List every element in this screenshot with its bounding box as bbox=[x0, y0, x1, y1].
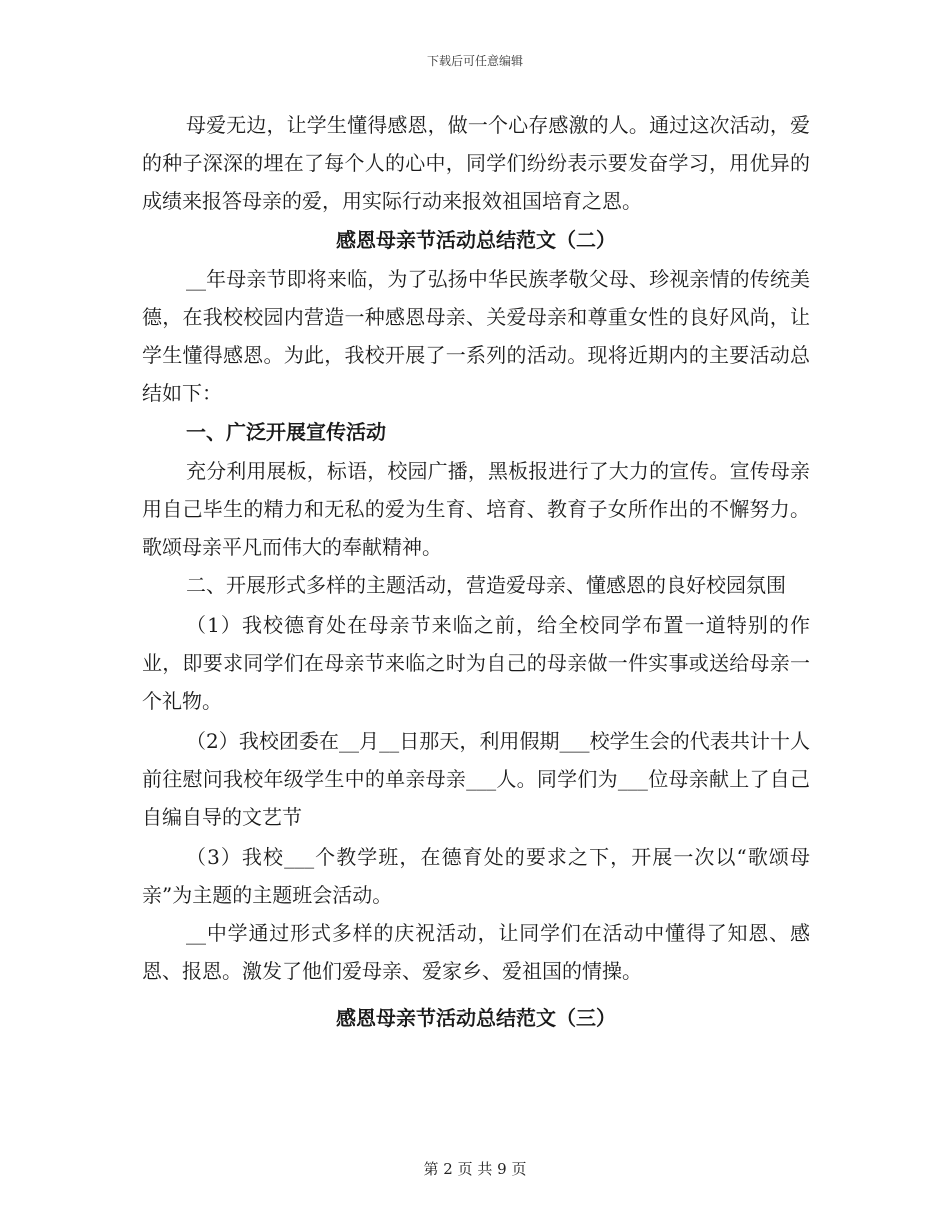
document-body bbox=[142, 106, 810, 1038]
paragraph-theme-activities: 二、开展形式多样的主题活动，营造爱母亲、懂感恩的良好校园氛围 bbox=[186, 573, 786, 597]
section-title-2: 感恩母亲节活动总结范文（二） bbox=[336, 228, 616, 252]
subheading-publicity: 一、广泛开展宣传活动 bbox=[186, 420, 386, 444]
section-title-3: 感恩母亲节活动总结范文（三） bbox=[336, 1006, 616, 1030]
list-item-1: （1）我校德育处在母亲节来临之前，给全校同学布置一道特别的作业，即要求同学们在母亲节来临之时为自己的母亲做一件实事或送给母亲一个礼物。 bbox=[142, 613, 810, 713]
paragraph-intro: 母爱无边，让学生懂得感恩，做一个心存感激的人。通过这次活动，爱的种子深深的埋在了每个人的心中，同学们纷纷表示要发奋学习，用优异的成绩来报答母亲的爱，用实际行动来报效祖国培育之恩。 bbox=[142, 113, 810, 213]
paragraph-publicity: 充分利用展板，标语，校园广播，黑板报进行了大力的宣传。宣传母亲用自己毕生的精力和无私的爱为生育、培育、教育子女所作出的不懈努力。歌颂母亲平凡而伟大的奉献精神。 bbox=[142, 459, 810, 559]
paragraph-conclusion: __中学通过形式多样的庆祝活动，让同学们在活动中懂得了知恩、感恩、报恩。激发了他们爱母亲、爱家乡、爱祖国的情操。 bbox=[142, 921, 810, 983]
page-header: 下载后可任意编辑 bbox=[426, 54, 523, 68]
paragraph-section2-intro: __年母亲节即将来临，为了弘扬中华民族孝敬父母、珍视亲情的传统美德，在我校校园内营造一种感恩母亲、关爱母亲和尊重女性的良好风尚，让学生懂得感恩。为此，我校开展了一系列的活动。现将近期内的主要活动总结如下： bbox=[142, 267, 810, 405]
page-footer: 第 2 页 共 9 页 bbox=[423, 1160, 527, 1178]
list-item-3: （3）我校___个教学班，在德育处的要求之下，开展一次以“歌颂母亲”为主题的主题班会活动。 bbox=[142, 845, 810, 907]
list-item-2: （2）我校团委在__月__日那天，利用假期___校学生会的代表共计十人前往慰问我校年级学生中的单亲母亲___人。同学们为___位母亲献上了自己自编自导的文艺节 bbox=[142, 729, 810, 829]
